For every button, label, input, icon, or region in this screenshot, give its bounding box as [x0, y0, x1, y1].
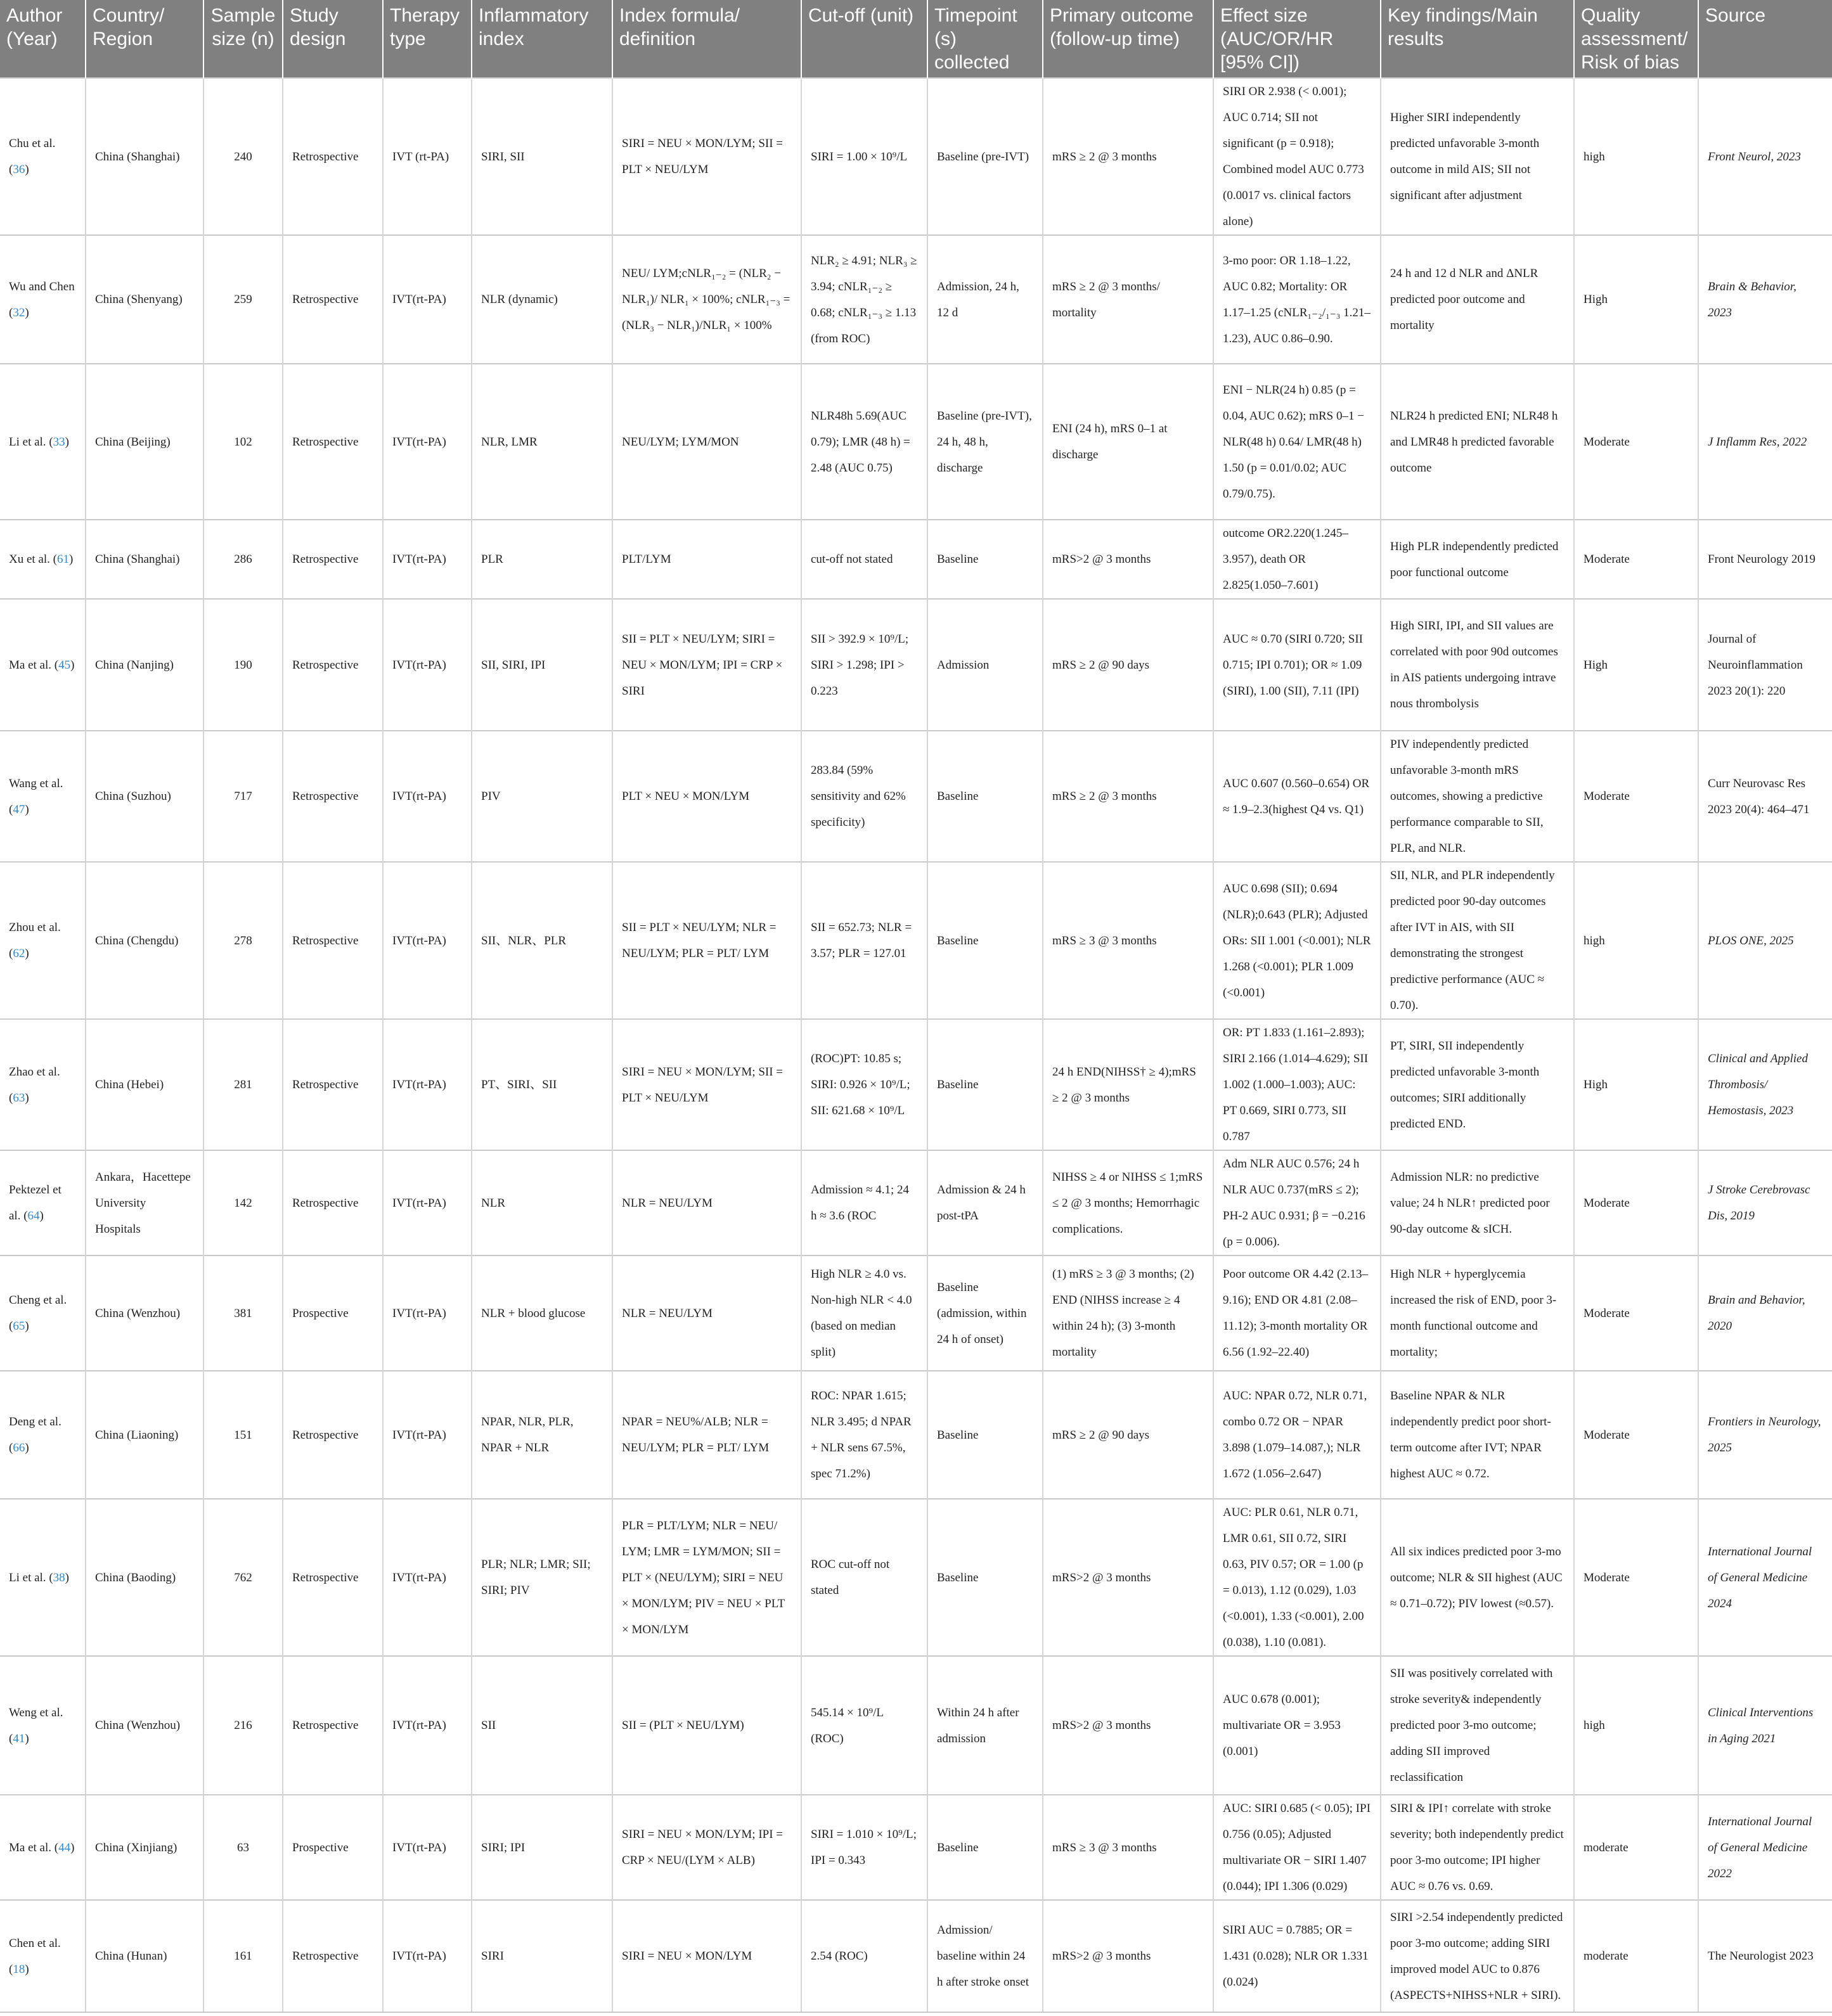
author-name: Wang et al.: [9, 776, 63, 790]
design-cell: Retrospective: [283, 520, 383, 599]
country-cell: China (Suzhou): [86, 731, 203, 862]
index-cell: SIRI; IPI: [472, 1795, 612, 1900]
table-row: [0, 235, 1832, 364]
findings-cell: All six indices predicted poor 3-mo outcome; NLR & SII highest (AUC ≈ 0.71–0.72); PIV lowest (≈0.57).: [1381, 1499, 1574, 1656]
therapy-cell: IVT(rt-PA): [383, 1371, 472, 1499]
reference-link[interactable]: 36: [13, 163, 25, 176]
reference-link[interactable]: 66: [13, 1441, 25, 1454]
table-row: [0, 1656, 1832, 1795]
reference-link[interactable]: 47: [13, 802, 25, 816]
sample-size-cell: 63: [203, 1795, 283, 1900]
quality-cell: Moderate: [1574, 731, 1698, 862]
effect-cell: ENI − NLR(24 h) 0.85 (p = 0.04, AUC 0.62); mRS 0–1 − NLR(48 h) 0.64/ LMR(48 h) 1.50 (p = 0.01/0.02; AUC 0.79/0.75).: [1213, 364, 1381, 520]
outcome-cell: mRS ≥ 2 @ 90 days: [1043, 599, 1213, 731]
reference-link[interactable]: 62: [13, 947, 25, 960]
design-cell: Prospective: [283, 1255, 383, 1371]
country-cell: Ankara，Hacettepe University Hospitals: [86, 1150, 203, 1255]
outcome-cell: mRS ≥ 2 @ 90 days: [1043, 1371, 1213, 1499]
country-cell: China (Wenzhou): [86, 1656, 203, 1795]
source-cell: Front Neurology 2019: [1698, 520, 1832, 599]
table-row: [0, 1255, 1832, 1371]
findings-cell: 24 h and 12 d NLR and ΔNLR predicted poor outcome and mortality: [1381, 235, 1574, 364]
design-cell: Retrospective: [283, 78, 383, 235]
cutoff-cell: SIRI = 1.00 × 10⁹/L: [801, 78, 927, 235]
findings-cell: High SIRI, IPI, and SII values are correlated with poor 90d outcomes in AIS patients undergoing intrave nous thrombolysis: [1381, 599, 1574, 731]
sample-size-cell: 151: [203, 1371, 283, 1499]
formula-cell: SIRI = NEU × MON/LYM; IPI = CRP × NEU/(LYM × ALB): [612, 1795, 801, 1900]
col-cutoff-header: Cut-off (unit): [801, 0, 927, 78]
index-cell: PLR: [472, 520, 612, 599]
timepoint-cell: Admission & 24 h post-tPA: [927, 1150, 1043, 1255]
col-quality-header: Quality assessment/ Risk of bias: [1574, 0, 1698, 78]
reference-link[interactable]: 45: [58, 658, 71, 672]
cutoff-cell: 283.84 (59% sensitivity and 62% specificity): [801, 731, 927, 862]
col-findings-header: Key findings/Main results: [1381, 0, 1574, 78]
author-cell: Ma et al. (44): [0, 1795, 86, 1900]
formula-cell: PLT/LYM: [612, 520, 801, 599]
author-cell: Li et al. (33): [0, 364, 86, 520]
formula-cell: SII = PLT × NEU/LYM; NLR = NEU/LYM; PLR = PLT/ LYM: [612, 862, 801, 1019]
timepoint-cell: Baseline: [927, 1499, 1043, 1656]
outcome-cell: mRS>2 @ 3 months: [1043, 1499, 1213, 1656]
author-cell: Weng et al. (41): [0, 1656, 86, 1795]
author-cell: Zhou et al. (62): [0, 862, 86, 1019]
table-row: [0, 862, 1832, 1019]
table-row: [0, 364, 1832, 520]
timepoint-cell: Baseline (admission, within 24 h of onset): [927, 1255, 1043, 1371]
reference-link[interactable]: 33: [53, 435, 65, 449]
sample-size-cell: 142: [203, 1150, 283, 1255]
source-cell: J Inflamm Res, 2022: [1698, 364, 1832, 520]
cutoff-cell: ROC cut-off not stated: [801, 1499, 927, 1656]
sample-size-cell: 281: [203, 1019, 283, 1150]
col-formula-header: Index formula/ definition: [612, 0, 801, 78]
quality-cell: High: [1574, 235, 1698, 364]
reference-link[interactable]: 18: [13, 1962, 25, 1976]
sample-size-cell: 190: [203, 599, 283, 731]
col-source-header: Source: [1698, 0, 1832, 78]
reference-link[interactable]: 38: [53, 1570, 65, 1584]
country-cell: China (Nanjing): [86, 599, 203, 731]
reference-link[interactable]: 63: [13, 1091, 25, 1105]
author-name: Li et al.: [9, 435, 46, 449]
author-name: Pektezel et al.: [9, 1183, 61, 1223]
author-name: Zhao et al.: [9, 1065, 60, 1079]
outcome-cell: mRS ≥ 2 @ 3 months/ mortality: [1043, 235, 1213, 364]
quality-cell: high: [1574, 862, 1698, 1019]
findings-cell: Higher SIRI independently predicted unfavorable 3-month outcome in mild AIS; SII not significant after adjustment: [1381, 78, 1574, 235]
formula-cell: SIRI = NEU × MON/LYM; SII = PLT × NEU/LYM: [612, 1019, 801, 1150]
findings-cell: SII was positively correlated with stroke severity& independently predicted poor 3-mo outcome; adding SII improved reclassification: [1381, 1656, 1574, 1795]
index-cell: SII、NLR、PLR: [472, 862, 612, 1019]
country-cell: China (Hebei): [86, 1019, 203, 1150]
quality-cell: Moderate: [1574, 1499, 1698, 1656]
cutoff-cell: NLR₂ ≥ 4.91; NLR₃ ≥ 3.94; cNLR₁₋₂ ≥ 0.68; cNLR₁₋₃ ≥ 1.13 (from ROC): [801, 235, 927, 364]
findings-cell: Baseline NPAR & NLR independently predict poor short-term outcome after IVT; NPAR highest AUC ≈ 0.72.: [1381, 1371, 1574, 1499]
timepoint-cell: Baseline (pre-IVT), 24 h, 48 h, discharge: [927, 364, 1043, 520]
author-name: Zhou et al.: [9, 921, 61, 934]
index-cell: PIV: [472, 731, 612, 862]
author-cell: Zhao et al. (63): [0, 1019, 86, 1150]
therapy-cell: IVT(rt-PA): [383, 1150, 472, 1255]
effect-cell: SIRI AUC = 0.7885; OR = 1.431 (0.028); NLR OR 1.331 (0.024): [1213, 1900, 1381, 2012]
effect-cell: SIRI OR 2.938 (< 0.001); AUC 0.714; SII not significant (p = 0.918); Combined model AUC 0.773 (0.0017 vs. clinical factors alone): [1213, 78, 1381, 235]
source-cell: Curr Neurovasc Res 2023 20(4): 464–471: [1698, 731, 1832, 862]
author-cell: Wang et al. (47): [0, 731, 86, 862]
effect-cell: AUC ≈ 0.70 (SIRI 0.720; SII 0.715; IPI 0.701); OR ≈ 1.09 (SIRI), 1.00 (SII), 7.11 (IPI): [1213, 599, 1381, 731]
source-cell: Front Neurol, 2023: [1698, 78, 1832, 235]
design-cell: Retrospective: [283, 1019, 383, 1150]
formula-cell: NLR = NEU/LYM: [612, 1150, 801, 1255]
outcome-cell: mRS ≥ 2 @ 3 months: [1043, 78, 1213, 235]
author-cell: Pektezel et al. (64): [0, 1150, 86, 1255]
sample-size-cell: 278: [203, 862, 283, 1019]
design-cell: Retrospective: [283, 1900, 383, 2012]
col-country-header: Country/ Region: [86, 0, 203, 78]
findings-cell: SIRI & IPI↑ correlate with stroke severity; both independently predict poor 3-mo outcome; IPI higher AUC ≈ 0.76 vs. 0.69.: [1381, 1795, 1574, 1900]
table-body: [0, 78, 1832, 2012]
timepoint-cell: Baseline: [927, 731, 1043, 862]
index-cell: SII, SIRI, IPI: [472, 599, 612, 731]
findings-cell: SIRI >2.54 independently predicted poor 3-mo outcome; adding SIRI improved model AUC to 0.876 (ASPECTS+NIHSS+NLR + SIRI).: [1381, 1900, 1574, 2012]
design-cell: Retrospective: [283, 1150, 383, 1255]
index-cell: SIRI: [472, 1900, 612, 2012]
formula-cell: NLR = NEU/LYM: [612, 1255, 801, 1371]
reference-link[interactable]: 65: [13, 1319, 25, 1333]
quality-cell: Moderate: [1574, 1255, 1698, 1371]
sample-size-cell: 161: [203, 1900, 283, 2012]
reference-link[interactable]: 41: [13, 1731, 25, 1745]
table-row: [0, 1900, 1832, 2012]
source-cell: Journal of Neuroinflammation 2023 20(1): 220: [1698, 599, 1832, 731]
country-cell: China (Beijing): [86, 364, 203, 520]
index-cell: NLR, LMR: [472, 364, 612, 520]
author-cell: Deng et al. (66): [0, 1371, 86, 1499]
outcome-cell: ENI (24 h), mRS 0–1 at discharge: [1043, 364, 1213, 520]
author-cell: Ma et al. (45): [0, 599, 86, 731]
outcome-cell: mRS>2 @ 3 months: [1043, 520, 1213, 599]
author-name: Deng et al.: [9, 1415, 61, 1429]
design-cell: Retrospective: [283, 862, 383, 1019]
col-sample-size-header: Sample size (n): [203, 0, 283, 78]
author-name: Ma et al.: [9, 1840, 52, 1854]
reference-link[interactable]: 44: [58, 1840, 71, 1854]
reference-link[interactable]: 32: [13, 305, 25, 319]
table-row: [0, 1019, 1832, 1150]
cutoff-cell: ROC: NPAR 1.615; NLR 3.495; d NPAR + NLR sens 67.5%, spec 71.2%): [801, 1371, 927, 1499]
findings-cell: NLR24 h predicted ENI; NLR48 h and LMR48 h predicted favorable outcome: [1381, 364, 1574, 520]
quality-cell: Moderate: [1574, 1371, 1698, 1499]
index-cell: SII: [472, 1656, 612, 1795]
source-cell: Frontiers in Neurology, 2025: [1698, 1371, 1832, 1499]
therapy-cell: IVT (rt-PA): [383, 78, 472, 235]
cutoff-cell: SIRI = 1.010 × 10⁹/L; IPI = 0.343: [801, 1795, 927, 1900]
source-cell: The Neurologist 2023: [1698, 1900, 1832, 2012]
col-therapy-header: Therapy type: [383, 0, 472, 78]
therapy-cell: IVT(rt-PA): [383, 731, 472, 862]
design-cell: Prospective: [283, 1795, 383, 1900]
therapy-cell: IVT(rt-PA): [383, 364, 472, 520]
effect-cell: 3-mo poor: OR 1.18–1.22, AUC 0.82; Mortality: OR 1.17–1.25 (cNLR₁₋₂/₁₋₃ 1.21–1.23), AUC 0.86–0.90.: [1213, 235, 1381, 364]
country-cell: China (Hunan): [86, 1900, 203, 2012]
design-cell: Retrospective: [283, 235, 383, 364]
timepoint-cell: Baseline (pre-IVT): [927, 78, 1043, 235]
author-cell: Li et al. (38): [0, 1499, 86, 1656]
outcome-cell: NIHSS ≥ 4 or NIHSS ≤ 1;mRS ≤ 2 @ 3 months; Hemorrhagic complications.: [1043, 1150, 1213, 1255]
source-cell: International Journal of General Medicine 2022: [1698, 1795, 1832, 1900]
quality-cell: high: [1574, 1656, 1698, 1795]
timepoint-cell: Baseline: [927, 1019, 1043, 1150]
source-cell: PLOS ONE, 2025: [1698, 862, 1832, 1019]
source-cell: International Journal of General Medicine 2024: [1698, 1499, 1832, 1656]
source-cell: Clinical and Applied Thrombosis/ Hemostasis, 2023: [1698, 1019, 1832, 1150]
formula-cell: SIRI = NEU × MON/LYM: [612, 1900, 801, 2012]
col-index-header: Inflammatory index: [472, 0, 612, 78]
cutoff-cell: Admission ≈ 4.1; 24 h ≈ 3.6 (ROC: [801, 1150, 927, 1255]
index-cell: NPAR, NLR, PLR, NPAR + NLR: [472, 1371, 612, 1499]
country-cell: China (Shanghai): [86, 520, 203, 599]
reference-link[interactable]: 61: [56, 553, 69, 566]
effect-cell: OR: PT 1.833 (1.161–2.893); SIRI 2.166 (1.014–4.629); SII 1.002 (1.000–1.003); AUC: PT 0.669, SIRI 0.773, SII 0.787: [1213, 1019, 1381, 1150]
effect-cell: AUC 0.698 (SII); 0.694 (NLR);0.643 (PLR); Adjusted ORs: SII 1.001 (<0.001); NLR 1.268 (<0.001); PLR 1.009 (<0.001): [1213, 862, 1381, 1019]
author-name: Wu and Chen: [9, 279, 75, 293]
author-name: Ma et al.: [9, 658, 52, 672]
findings-cell: SII, NLR, and PLR independently predicted poor 90-day outcomes after IVT in AIS, with SII demonstrating the strongest predictive performance (AUC ≈ 0.70).: [1381, 862, 1574, 1019]
outcome-cell: mRS>2 @ 3 months: [1043, 1656, 1213, 1795]
findings-cell: High PLR independently predicted poor functional outcome: [1381, 520, 1574, 599]
cutoff-cell: (ROC)PT: 10.85 s; SIRI: 0.926 × 10⁹/L; SII: 621.68 × 10⁹/L: [801, 1019, 927, 1150]
author-cell: Cheng et al. (65): [0, 1255, 86, 1371]
header-row: [0, 0, 1832, 78]
formula-cell: SII = (PLT × NEU/LYM): [612, 1656, 801, 1795]
therapy-cell: IVT(rt-PA): [383, 599, 472, 731]
therapy-cell: IVT(rt-PA): [383, 1900, 472, 2012]
formula-cell: SII = PLT × NEU/LYM; SIRI = NEU × MON/LYM; IPI = CRP × SIRI: [612, 599, 801, 731]
author-cell: Xu et al. (61): [0, 520, 86, 599]
therapy-cell: IVT(rt-PA): [383, 235, 472, 364]
table-row: [0, 731, 1832, 862]
effect-cell: AUC: SIRI 0.685 (< 0.05); IPI 0.756 (0.05); Adjusted multivariate OR − SIRI 1.407 (0.044); IPI 1.306 (0.029): [1213, 1795, 1381, 1900]
outcome-cell: 24 h END(NIHSS† ≥ 4);mRS ≥ 2 @ 3 months: [1043, 1019, 1213, 1150]
timepoint-cell: Within 24 h after admission: [927, 1656, 1043, 1795]
outcome-cell: mRS ≥ 3 @ 3 months: [1043, 862, 1213, 1019]
country-cell: China (Liaoning): [86, 1371, 203, 1499]
table-row: [0, 1150, 1832, 1255]
index-cell: NLR + blood glucose: [472, 1255, 612, 1371]
design-cell: Retrospective: [283, 1371, 383, 1499]
source-cell: Brain & Behavior, 2023: [1698, 235, 1832, 364]
formula-cell: NEU/LYM; LYM/MON: [612, 364, 801, 520]
author-cell: Chen et al. (18): [0, 1900, 86, 2012]
therapy-cell: IVT(rt-PA): [383, 520, 472, 599]
quality-cell: Moderate: [1574, 520, 1698, 599]
formula-cell: NPAR = NEU%/ALB; NLR = NEU/LYM; PLR = PLT/ LYM: [612, 1371, 801, 1499]
therapy-cell: IVT(rt-PA): [383, 1255, 472, 1371]
timepoint-cell: Baseline: [927, 1371, 1043, 1499]
formula-cell: NEU/ LYM;cNLR₁₋₂ = (NLR₂ − NLR₁)/ NLR₁ × 100%; cNLR₁₋₃ = (NLR₃ − NLR₁)/NLR₁ × 100%: [612, 235, 801, 364]
formula-cell: SIRI = NEU × MON/LYM; SII = PLT × NEU/LYM: [612, 78, 801, 235]
cutoff-cell: cut-off not stated: [801, 520, 927, 599]
sample-size-cell: 717: [203, 731, 283, 862]
therapy-cell: IVT(rt-PA): [383, 1019, 472, 1150]
cutoff-cell: SII = 652.73; NLR = 3.57; PLR = 127.01: [801, 862, 927, 1019]
index-cell: NLR (dynamic): [472, 235, 612, 364]
design-cell: Retrospective: [283, 364, 383, 520]
table-row: [0, 1795, 1832, 1900]
source-cell: J Stroke Cerebrovasc Dis, 2019: [1698, 1150, 1832, 1255]
sample-size-cell: 381: [203, 1255, 283, 1371]
effect-cell: AUC 0.678 (0.001); multivariate OR = 3.953 (0.001): [1213, 1656, 1381, 1795]
quality-cell: high: [1574, 78, 1698, 235]
timepoint-cell: Baseline: [927, 520, 1043, 599]
therapy-cell: IVT(rt-PA): [383, 862, 472, 1019]
author-cell: Chu et al. (36): [0, 78, 86, 235]
col-effect-header: Effect size (AUC/OR/HR [95% CI]): [1213, 0, 1381, 78]
author-name: Weng et al.: [9, 1705, 63, 1719]
author-name: Xu et al.: [9, 553, 50, 566]
outcome-cell: mRS ≥ 3 @ 3 months: [1043, 1795, 1213, 1900]
table-row: [0, 520, 1832, 599]
index-cell: NLR: [472, 1150, 612, 1255]
table-row: [0, 599, 1832, 731]
reference-link[interactable]: 64: [27, 1209, 40, 1223]
index-cell: PT、SIRI、SII: [472, 1019, 612, 1150]
design-cell: Retrospective: [283, 731, 383, 862]
country-cell: China (Xinjiang): [86, 1795, 203, 1900]
effect-cell: Adm NLR AUC 0.576; 24 h NLR AUC 0.737(mRS ≤ 2); PH-2 AUC 0.931; β = −0.216 (p = 0.006).: [1213, 1150, 1381, 1255]
outcome-cell: mRS ≥ 2 @ 3 months: [1043, 731, 1213, 862]
timepoint-cell: Admission: [927, 599, 1043, 731]
effect-cell: outcome OR2.220(1.245–3.957), death OR 2.825(1.050–7.601): [1213, 520, 1381, 599]
col-author-header: Author (Year): [0, 0, 86, 78]
country-cell: China (Baoding): [86, 1499, 203, 1656]
therapy-cell: IVT(rt-PA): [383, 1656, 472, 1795]
outcome-cell: (1) mRS ≥ 3 @ 3 months; (2) END (NIHSS increase ≥ 4 within 24 h); (3) 3-month mortality: [1043, 1255, 1213, 1371]
quality-cell: High: [1574, 599, 1698, 731]
findings-cell: PIV independently predicted unfavorable 3-month mRS outcomes, showing a predictive performance comparable to SII, PLR, and NLR.: [1381, 731, 1574, 862]
formula-cell: PLT × NEU × MON/LYM: [612, 731, 801, 862]
outcome-cell: mRS>2 @ 3 months: [1043, 1900, 1213, 2012]
formula-cell: PLR = PLT/LYM; NLR = NEU/ LYM; LMR = LYM/MON; SII = PLT × (NEU/LYM); SIRI = NEU × MON/LYM; PIV = NEU × PLT × MON/LYM: [612, 1499, 801, 1656]
cutoff-cell: 2.54 (ROC): [801, 1900, 927, 2012]
findings-cell: Admission NLR: no predictive value; 24 h NLR↑ predicted poor 90-day outcome & sICH.: [1381, 1150, 1574, 1255]
cutoff-cell: SII > 392.9 × 10⁹/L; SIRI > 1.298; IPI > 0.223: [801, 599, 927, 731]
effect-cell: AUC: NPAR 0.72, NLR 0.71, combo 0.72 OR − NPAR 3.898 (1.079–14.087,); NLR 1.672 (1.056–2.647): [1213, 1371, 1381, 1499]
sample-size-cell: 216: [203, 1656, 283, 1795]
author-name: Chu et al.: [9, 137, 56, 150]
country-cell: China (Chengdu): [86, 862, 203, 1019]
timepoint-cell: Baseline: [927, 862, 1043, 1019]
quality-cell: Moderate: [1574, 364, 1698, 520]
author-cell: Wu and Chen (32): [0, 235, 86, 364]
sample-size-cell: 102: [203, 364, 283, 520]
table-row: [0, 1499, 1832, 1656]
source-cell: Brain and Behavior, 2020: [1698, 1255, 1832, 1371]
table-row: [0, 1371, 1832, 1499]
therapy-cell: IVT(rt-PA): [383, 1499, 472, 1656]
col-outcome-header: Primary outcome (follow-up time): [1043, 0, 1213, 78]
quality-cell: Moderate: [1574, 1150, 1698, 1255]
cutoff-cell: NLR48h 5.69(AUC 0.79); LMR (48 h) = 2.48 (AUC 0.75): [801, 364, 927, 520]
design-cell: Retrospective: [283, 599, 383, 731]
cutoff-cell: High NLR ≥ 4.0 vs. Non-high NLR < 4.0 (based on median split): [801, 1255, 927, 1371]
findings-cell: PT, SIRI, SII independently predicted unfavorable 3-month outcomes; SIRI additionally predicted END.: [1381, 1019, 1574, 1150]
quality-cell: High: [1574, 1019, 1698, 1150]
effect-cell: AUC 0.607 (0.560–0.654) OR ≈ 1.9–2.3(highest Q4 vs. Q1): [1213, 731, 1381, 862]
timepoint-cell: Admission, 24 h, 12 d: [927, 235, 1043, 364]
author-name: Li et al.: [9, 1570, 46, 1584]
sample-size-cell: 240: [203, 78, 283, 235]
quality-cell: moderate: [1574, 1795, 1698, 1900]
source-cell: Clinical Interventions in Aging 2021: [1698, 1656, 1832, 1795]
author-name: Cheng et al.: [9, 1294, 67, 1307]
col-timepoint-header: Timepoint (s) collected: [927, 0, 1043, 78]
therapy-cell: IVT(rt-PA): [383, 1795, 472, 1900]
design-cell: Retrospective: [283, 1499, 383, 1656]
index-cell: PLR; NLR; LMR; SII; SIRI; PIV: [472, 1499, 612, 1656]
effect-cell: AUC: PLR 0.61, NLR 0.71, LMR 0.61, SII 0.72, SIRI 0.63, PIV 0.57; OR = 1.00 (p = 0.013), 1.12 (0.029), 1.03 (<0.001), 1.33 (<0.001), 2.00 (0.038), 1.10 (0.081).: [1213, 1499, 1381, 1656]
table-row: [0, 78, 1832, 235]
sample-size-cell: 286: [203, 520, 283, 599]
findings-cell: High NLR + hyperglycemia increased the risk of END, poor 3-month functional outcome and mortality;: [1381, 1255, 1574, 1371]
quality-cell: moderate: [1574, 1900, 1698, 2012]
sample-size-cell: 259: [203, 235, 283, 364]
timepoint-cell: Admission/ baseline within 24 h after stroke onset: [927, 1900, 1043, 2012]
cutoff-cell: 545.14 × 10⁹/L (ROC): [801, 1656, 927, 1795]
design-cell: Retrospective: [283, 1656, 383, 1795]
country-cell: China (Shanghai): [86, 78, 203, 235]
index-cell: SIRI, SII: [472, 78, 612, 235]
country-cell: China (Shenyang): [86, 235, 203, 364]
effect-cell: Poor outcome OR 4.42 (2.13–9.16); END OR 4.81 (2.08–11.12); 3-month mortality OR 6.56 (1.92–22.40): [1213, 1255, 1381, 1371]
author-name: Chen et al.: [9, 1936, 61, 1950]
country-cell: China (Wenzhou): [86, 1255, 203, 1371]
sample-size-cell: 762: [203, 1499, 283, 1656]
col-design-header: Study design: [283, 0, 383, 78]
timepoint-cell: Baseline: [927, 1795, 1043, 1900]
